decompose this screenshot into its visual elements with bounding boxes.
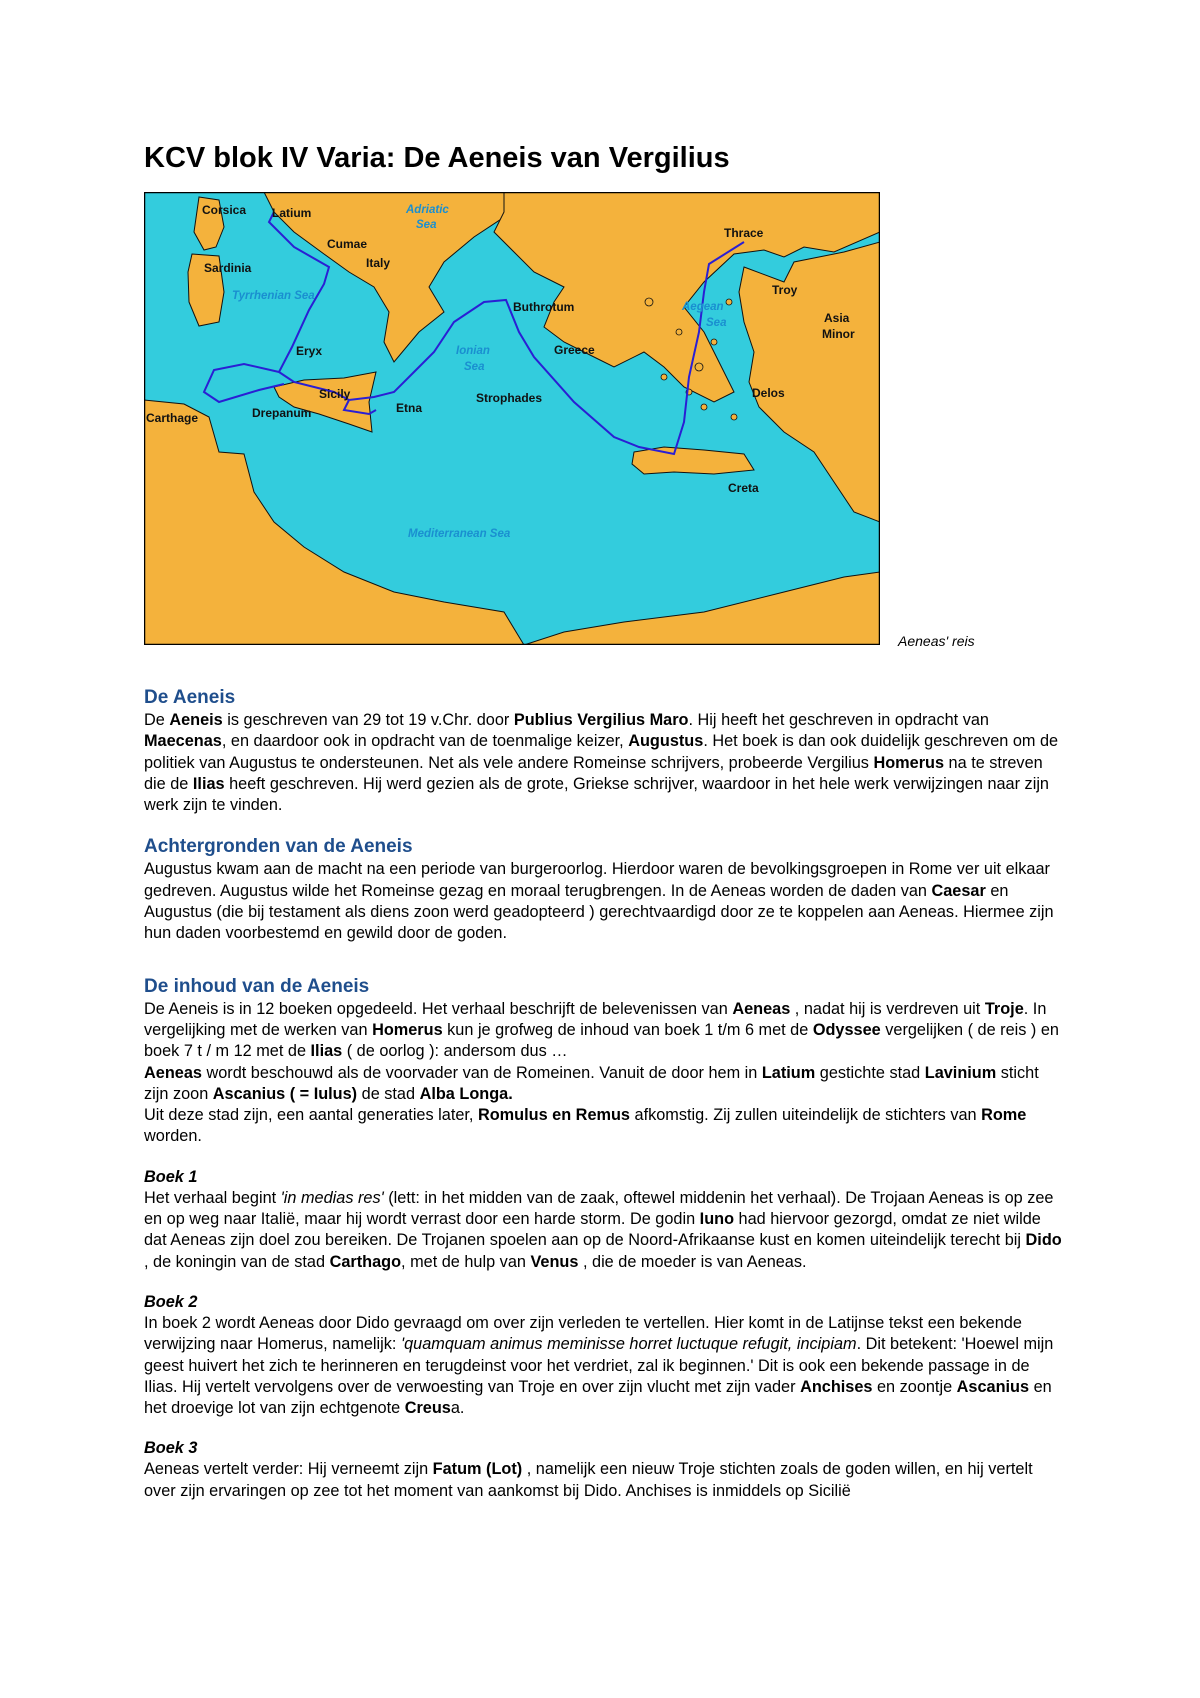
section-boek1	[144, 1166, 1064, 1273]
label-ionian-sea: Sea	[464, 361, 485, 373]
label-aegean-sea: Sea	[706, 317, 727, 329]
aegean-island	[701, 404, 707, 410]
label-etna: Etna	[396, 401, 423, 415]
label-sardinia: Sardinia	[204, 261, 252, 275]
label-adriatic-sea: Sea	[416, 219, 437, 231]
paragraph-inhoud-3: Uit deze stad zijn, een aantal generaties later, Romulus en Remus afkomstig. Zij zullen uiteindelijk de stichters van Rome worden.	[144, 1106, 1027, 1146]
document-body	[144, 686, 1064, 1502]
paragraph-boek2: In boek 2 wordt Aeneas door Dido gevraagd om over zijn verleden te vertellen. Hier komt in de Latijnse tekst een bekende verwijzing naar Homerus, namelijk: 'quamquam animus meminisse horret luctuque refugit, incipiam. Dit betekent: 'Hoewel mijn geest huivert het zich te herinneren en terugdeinst voor het verdriet, zal ik beginnen.' Dit is ook een bekende passage in de Ilias. Hij vertelt vervolgens over de verwoesting van Troje en over zijn vlucht met zijn vader Anchises en zoontje Ascanius en het droevige lot van zijn echtgenote Creusa.	[144, 1313, 1054, 1418]
aegean-island	[695, 363, 703, 371]
heading-achtergronden: Achtergronden van de Aeneis	[144, 836, 413, 858]
heading-boek2: Boek 2	[144, 1292, 198, 1311]
map-caption: Aeneas' reis	[898, 633, 975, 649]
label-cumae: Cumae	[327, 237, 368, 251]
paragraph-inhoud-2: Aeneas wordt beschouwd als de voorvader van de Romeinen. Vanuit de door hem in Latium gestichte stad Lavinium sticht zijn zoon Ascanius ( = Iulus) de stad Alba Longa.	[144, 1063, 1039, 1103]
label-ionian: Ionian	[456, 345, 490, 357]
label-minor: Minor	[822, 327, 855, 341]
heading-inhoud: De inhoud van de Aeneis	[144, 975, 370, 997]
label-latium: Latium	[272, 206, 312, 220]
label-carthage: Carthage	[146, 411, 199, 425]
label-mediterranean: Mediterranean Sea	[408, 528, 511, 540]
section-aeneis	[144, 686, 1064, 816]
label-adriatic: Adriatic	[406, 204, 449, 216]
label-strophades: Strophades	[476, 391, 543, 405]
label-sicily: Sicily	[319, 387, 351, 401]
heading-boek1: Boek 1	[144, 1167, 198, 1186]
aegean-island	[645, 298, 653, 306]
aegean-island	[726, 299, 732, 305]
aegean-island	[731, 414, 737, 420]
label-greece: Greece	[554, 343, 595, 357]
label-delos: Delos	[752, 386, 785, 400]
aegean-island	[676, 329, 682, 335]
section-achtergronden	[144, 835, 1064, 944]
label-creta: Creta	[728, 481, 759, 495]
label-buthrotum: Buthrotum	[513, 300, 575, 314]
paragraph-boek1: Het verhaal begint 'in medias res' (lett: in het midden van de zaak, oftewel middenin het verhaal). De Trojaan Aeneas is op zee en op weg naar Italië, maar hij wordt verrast door een harde storm. De godin Iuno had hiervoor gezorgd, omdat ze niet wilde dat Aeneas zijn doel zou bereiken. De Trojanen spoelen aan op de Noord-Afrikaanse kust en komen uiteindelijk terecht bij Dido , de koningin van de stad Carthago, met de hulp van Venus , die de moeder is van Aeneas.	[144, 1188, 1062, 1271]
label-tyrrhenian: Tyrrhenian Sea	[232, 290, 315, 302]
section-boek2	[144, 1291, 1064, 1419]
heading-aeneis: De Aeneis	[144, 687, 236, 708]
label-troy: Troy	[772, 283, 798, 297]
paragraph-aeneis: De Aeneis is geschreven van 29 tot 19 v.Chr. door Publius Vergilius Maro. Hij heeft het geschreven in opdracht van Maecenas, en daardoor ook in opdracht van de toenmalige keizer, Augustus. Het boek is dan ook duidelijk geschreven om de politiek van Augustus te ondersteunen. Net als vele andere Romeinse schrijvers, probeerde Vergilius Homerus na te streven die de Ilias heeft geschreven. Hij werd gezien als de grote, Griekse schrijver, waardoor in het hele werk verwijzingen naar zijn werk zijn te vinden.	[144, 711, 1059, 815]
aegean-island	[661, 374, 667, 380]
label-aegean: Aegean	[682, 301, 724, 313]
aeneas-route-map	[144, 192, 880, 645]
label-italy: Italy	[366, 256, 391, 270]
label-thrace: Thrace	[724, 226, 764, 240]
label-asia: Asia	[824, 311, 850, 325]
aegean-island	[711, 339, 717, 345]
section-boek3	[144, 1437, 1064, 1502]
label-corsica: Corsica	[202, 203, 247, 217]
paragraph-boek3: Aeneas vertelt verder: Hij verneemt zijn Fatum (Lot) , namelijk een nieuw Troje stichten zoals de goden willen, en hij vertelt over zijn ervaringen op zee tot het moment van aankomst bij Dido. Anchises is inmiddels op Sicilië	[144, 1460, 1033, 1500]
page-title: KCV blok IV Varia: De Aeneis van Vergilius	[144, 142, 730, 174]
heading-boek3: Boek 3	[144, 1439, 198, 1458]
label-drepanum: Drepanum	[252, 406, 312, 420]
label-eryx: Eryx	[296, 344, 323, 358]
paragraph-achtergronden: Augustus kwam aan de macht na een periode van burgeroorlog. Hierdoor waren de bevolkingsgroepen in Rome ver uit elkaar gedreven. Augustus wilde het Romeinse gezag en moraal terugbrengen. In de Aeneas worden de daden van Caesar en Augustus (die bij testament als diens zoon werd geadopteerd ) gerechtvaardigd door ze te koppelen aan Aeneas. Hiermee zijn hun daden voorbestemd en gewild door de goden.	[144, 860, 1054, 943]
section-inhoud	[144, 975, 1064, 1148]
paragraph-inhoud-1: De Aeneis is in 12 boeken opgedeeld. Het verhaal beschrijft de belevenissen van Aeneas , nadat hij is verdreven uit Troje. In vergelijking met de werken van Homerus kun je grofweg de inhoud van boek 1 t/m 6 met de Odyssee vergelijken ( de reis ) en boek 7 t / m 12 met de Ilias ( de oorlog ): andersom dus …	[144, 999, 1059, 1061]
